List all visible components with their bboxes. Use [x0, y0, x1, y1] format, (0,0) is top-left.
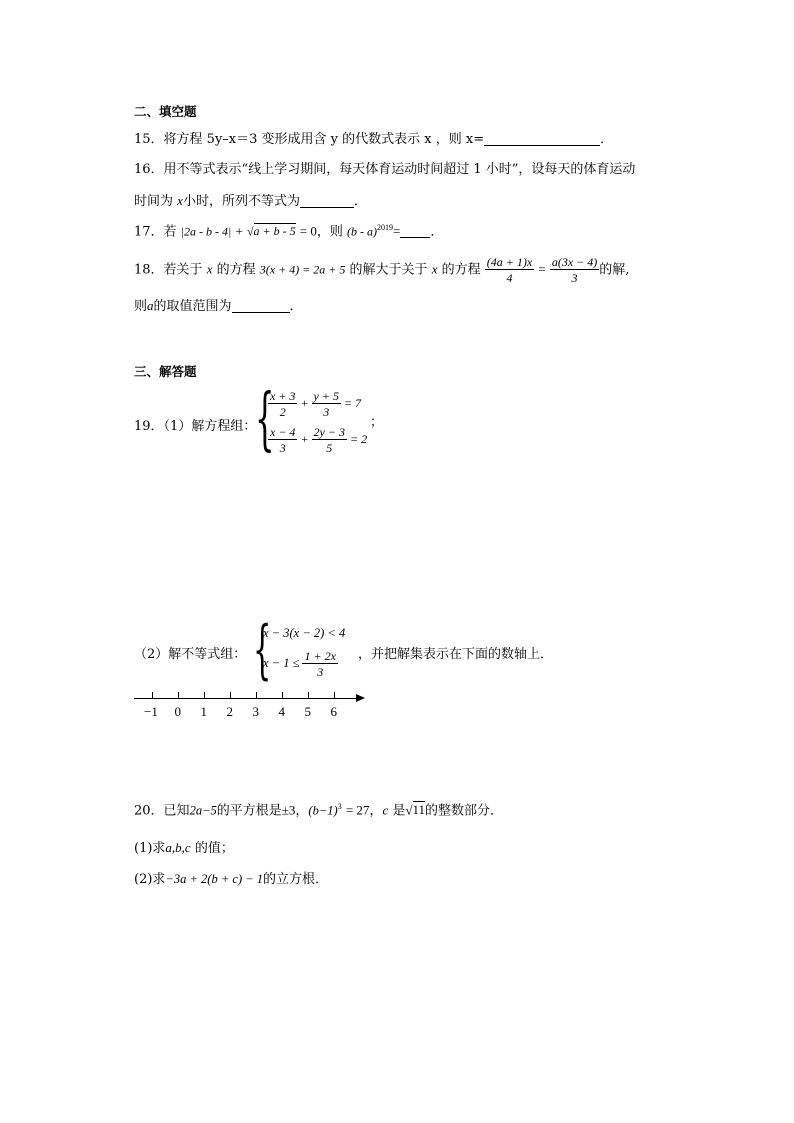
number-line-tick: [282, 692, 283, 699]
number-line-tick-label: 5: [304, 704, 311, 719]
number-line-arrow: [356, 694, 365, 702]
number-line-tick: [308, 692, 309, 699]
semicolon: ；: [370, 415, 384, 430]
answer-blank[interactable]: [400, 225, 430, 238]
number-line-tick-label: 6: [330, 704, 337, 719]
answer-blank[interactable]: [484, 133, 600, 146]
number-line-tick-label: 3: [252, 704, 259, 719]
number-line-tick: [178, 692, 179, 699]
fraction: $\frac{a(3x - 4)}{3}$: [551, 255, 598, 285]
system-equation-1: $\frac{x + 3}{2}$ + $\frac{y + 5}{3}$ = 7: [270, 389, 362, 419]
abs-expression: |2a - b - 4|: [180, 224, 232, 239]
question-16-line2: 时间为 x小时，所列不等式为 ．: [134, 193, 367, 209]
question-17: 17．若 |2a - b - 4| + √a + b - 5 = 0，则 (b - a)$^{2019}$= ．: [134, 223, 444, 240]
question-18-line1: 18．若关于 x 的方程 3(x + 4) = 2a + 5 的解大于关于 x 的方程 $\frac{(4a + 1)x}{4}$ = $\frac{a(3x - 4)}{3}$ 的解,: [134, 255, 630, 285]
section-heading-solve: 三、解答题: [134, 364, 197, 379]
number-line-tick-label: −1: [144, 704, 158, 719]
system-brace: {: [253, 613, 272, 687]
number-line-tick-label: 2: [226, 704, 233, 719]
math-var: x: [177, 193, 183, 208]
number-line-tick: [204, 692, 205, 699]
number-line-tick-label: 1: [200, 704, 207, 719]
question-19-part2-suffix: ，并把解集表示在下面的数轴上．: [358, 647, 554, 662]
question-16-line1: [134, 163, 635, 176]
number-line-tick-label: 0: [174, 704, 181, 719]
number-line-tick: [152, 692, 153, 699]
inequality-1: x − 3(x − 2) < 4: [263, 626, 346, 640]
question-number: 19．: [134, 419, 164, 434]
question-number: 20．: [134, 803, 164, 819]
question-number: 17．: [134, 224, 164, 240]
inequality-2: x − 1 ≤ $\frac{1 + 2x}{3}$: [263, 649, 336, 679]
system-equation-2: $\frac{x - 4}{3}$ + $\frac{2y - 3}{5}$ = 2: [270, 425, 368, 455]
question-20-sub2: (2)求−3a + 2(b + c) − 1的立方根．: [134, 872, 329, 887]
system-brace: {: [255, 380, 275, 459]
number-line-tick-label: 4: [278, 704, 285, 719]
number-line-tick: [334, 692, 335, 699]
sqrt-expression: √a + b - 5: [246, 224, 296, 239]
sqrt-11: √11: [405, 802, 426, 818]
question-number: 15．: [134, 132, 164, 147]
question-number: 18．: [134, 262, 164, 278]
answer-blank[interactable]: [232, 300, 290, 313]
question-20: 20．已知2a−5的平方根是±3，$(b-1)^3 = 27$，c 是√11的整数部分．: [134, 802, 504, 819]
question-18-line2: 则a的取值范围为 ．: [134, 298, 303, 314]
question-text: 用不等式表示“线上学习期间，每天体育运动时间超过 1 小时”，设每天的体育运动: [163, 162, 636, 177]
equation: 3(x + 4) = 2a + 5: [259, 262, 346, 277]
question-20-sub1: (1)求a,b,c 的值；: [134, 840, 234, 856]
question-19-part2-label: （2）解不等式组：: [134, 647, 247, 662]
number-line-axis: [134, 698, 358, 699]
question-15: 15．将方程 5y–x＝3 变形成用含 y 的代数式表示 x ，则 x= ．: [134, 132, 614, 147]
fraction: $\frac{(4a + 1)x}{4}$: [486, 255, 533, 285]
question-number: 16．: [134, 162, 164, 177]
number-line-tick: [256, 692, 257, 699]
section-heading-fill-blank: 二、填空题: [134, 104, 197, 119]
answer-blank[interactable]: [300, 195, 354, 208]
question-text: 将方程 5y–x＝3 变形成用含 y 的代数式表示 x ，则 x=: [163, 132, 485, 147]
number-line-tick: [230, 692, 231, 699]
question-19-part1-label: 19．（1）解方程组：: [134, 419, 257, 434]
